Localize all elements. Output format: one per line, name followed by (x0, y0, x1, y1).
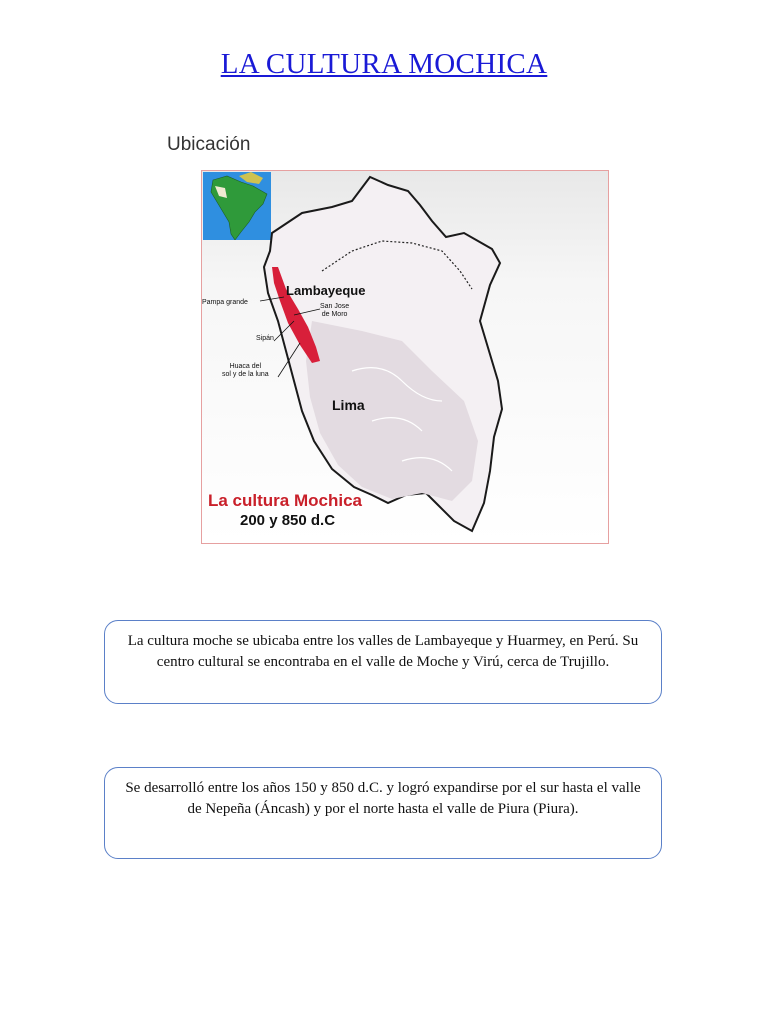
location-map-figure (155, 122, 615, 547)
page-title: LA CULTURA MOCHICA (220, 48, 548, 80)
map-frame (201, 170, 609, 544)
peru-map (202, 171, 608, 543)
label-san-jose: San Jose de Moro (320, 303, 350, 318)
label-huaca: Huaca del sol y de la luna (222, 363, 269, 378)
legend-dates: 200 y 850 d.C (240, 512, 336, 529)
label-pampa-grande: Pampa grande (202, 299, 248, 306)
label-lambayeque: Lambayeque (286, 283, 366, 298)
text-box-location-text: La cultura moche se ubicaba entre los valles de Lambayeque y Huarmey, en Perú. Su centro cultural se encontraba en el valle de Moche y Virú, cerca de Trujillo. (127, 633, 639, 670)
map-heading: Ubicación (167, 134, 251, 155)
text-box-period (104, 767, 662, 859)
label-lima: Lima (332, 397, 365, 413)
text-box-period-text: Se desarrolló entre los años 150 y 850 d.C. y logró expandirse por el sur hasta el valle de Nepeña (Áncash) y por el norte hasta el valle de Piura (Piura). (125, 780, 641, 817)
text-box-location (104, 620, 662, 704)
legend-title: La cultura Mochica (208, 491, 362, 510)
label-sipan: Sipán (256, 335, 274, 342)
